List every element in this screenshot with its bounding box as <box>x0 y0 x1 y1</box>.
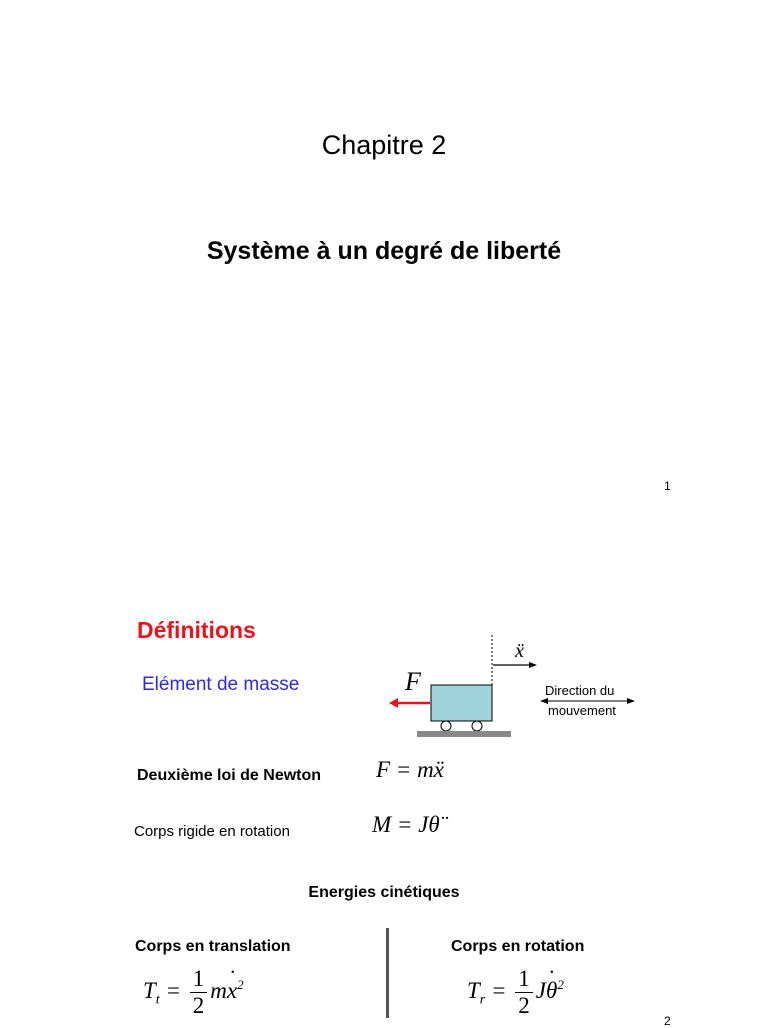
translation-energy-equation: $T_t$ = $\frac{1}{2}$ m˙ $x^2$ <box>143 966 244 1019</box>
direction-arrow-left-head <box>540 698 548 704</box>
force-label: F <box>405 667 421 696</box>
mass-element-diagram <box>385 635 645 745</box>
page-number: 1 <box>664 479 671 493</box>
page-number: 2 <box>664 1014 671 1028</box>
newton-equation: F = mẍ <box>376 757 444 782</box>
ground <box>417 731 511 737</box>
acceleration-arrow-head <box>529 662 537 668</box>
wheel-left <box>441 721 451 731</box>
force-arrow-head <box>389 698 398 708</box>
mass-block <box>431 685 492 721</box>
one-half-fraction: $\frac{1}{2}$ <box>190 966 208 1019</box>
column-divider <box>386 928 389 1018</box>
chapter-subtitle: Système à un degré de liberté <box>206 237 562 265</box>
section-heading: Définitions <box>137 617 256 643</box>
translation-label: Corps en translation <box>135 938 291 955</box>
acceleration-label: ẍ <box>515 640 524 662</box>
energies-title: Energies cinétiques <box>308 884 460 901</box>
mass-element-label: Elément de masse <box>142 674 300 695</box>
wheel-right <box>472 721 482 731</box>
rotation-label: Corps en rotation <box>451 938 585 955</box>
rotation-energy-equation: $T_r$ = $\frac{1}{2}$ J˙ $\theta^2$ <box>467 966 564 1019</box>
rotation-equation: M = Jθ̈ <box>372 812 440 837</box>
direction-label-1: Direction du <box>545 683 615 698</box>
direction-arrow-right-head <box>627 698 635 704</box>
newton-law-label: Deuxième loi de Newton <box>137 767 322 784</box>
one-half-fraction: $\frac{1}{2}$ <box>515 966 533 1019</box>
chapter-title: Chapitre 2 <box>321 130 447 160</box>
rigid-body-label: Corps rigide en rotation <box>134 823 290 840</box>
direction-label-2: mouvement <box>548 703 616 718</box>
